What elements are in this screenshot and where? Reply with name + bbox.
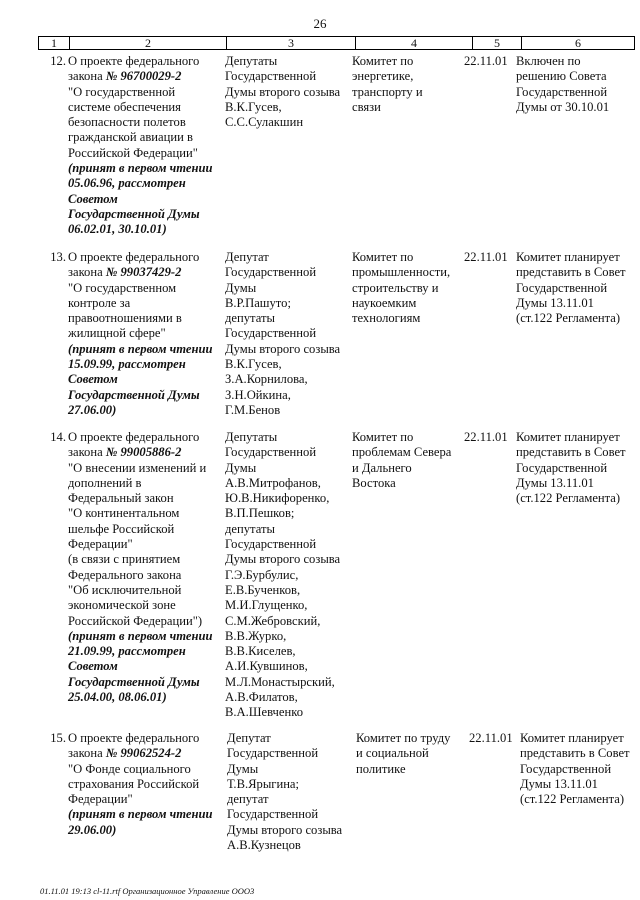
date-cell: 22.11.01 xyxy=(464,54,508,68)
committee-line: проблемам Севера xyxy=(352,445,452,460)
bill-name-line: "Об исключительной xyxy=(68,582,182,597)
author-line: Думы второго созыва xyxy=(225,341,341,356)
committee-line: технологиям xyxy=(352,311,421,326)
bill-status-line: 05.06.96, рассмотрен xyxy=(68,176,186,191)
author-line: Думы xyxy=(225,280,257,295)
bill-number: № 99062524-2 xyxy=(105,746,182,761)
note-line: Думы 13.11.01 xyxy=(520,776,598,791)
author-line: В.А.Шевченко xyxy=(225,705,303,720)
bill-status-line: 29.06.00) xyxy=(68,822,117,837)
bill-name-line: шельфе Российской xyxy=(68,521,175,536)
note-line: Комитет планирует xyxy=(520,731,624,745)
bill-status-line: Государственной Думы xyxy=(68,674,200,689)
note-line: Государственной xyxy=(516,280,608,295)
column-header-1: 1 xyxy=(39,37,70,50)
author-line: М.И.Глущенко, xyxy=(225,598,308,613)
bill-description xyxy=(68,250,248,418)
author-line: А.В.Филатов, xyxy=(225,690,298,705)
author-line: А.В.Митрофанов, xyxy=(225,475,321,490)
author-line: Ю.В.Никифоренко, xyxy=(225,491,330,506)
bill-authors xyxy=(225,54,365,130)
committee-line: транспорту и xyxy=(352,84,423,99)
responsible-committee xyxy=(352,430,470,491)
bill-number: № 99037429-2 xyxy=(105,265,182,280)
note-line: Включен по xyxy=(516,54,581,68)
bill-name-line: Федеральный закон xyxy=(68,491,174,506)
bill-title-text: закона xyxy=(68,265,106,280)
responsible-committee xyxy=(352,54,470,115)
column-header-row xyxy=(38,36,635,50)
row-number: 14. xyxy=(50,430,66,444)
author-line: Государственной xyxy=(225,537,317,552)
bill-status-line: Государственной Думы xyxy=(68,387,200,402)
note-cell xyxy=(516,250,638,326)
author-line: Думы xyxy=(227,761,259,776)
author-line: Думы второго созыва xyxy=(227,822,343,837)
bill-status-line: Советом xyxy=(68,659,118,674)
date-cell: 22.11.01 xyxy=(464,250,508,264)
author-line: А.В.Кузнецов xyxy=(227,838,301,853)
author-line: Государственной xyxy=(225,69,317,84)
committee-line: связи xyxy=(352,99,381,114)
author-line: С.М.Жебровский, xyxy=(225,613,321,628)
author-line: С.С.Сулакшин xyxy=(225,115,304,130)
bill-title-line xyxy=(68,445,248,460)
author-line: депутаты xyxy=(225,311,275,326)
row-number: 15. xyxy=(50,731,66,745)
bill-authors xyxy=(225,250,365,418)
note-line: Думы 13.11.01 xyxy=(516,475,594,490)
bill-title-text: закона xyxy=(68,746,106,761)
bill-description xyxy=(68,54,248,238)
author-line: Думы xyxy=(225,460,257,475)
bill-title-line: О проекте федерального xyxy=(68,430,200,444)
author-line: З.А.Корнилова, xyxy=(225,372,308,387)
author-line: В.П.Пешков; xyxy=(225,506,295,521)
author-line: депутаты xyxy=(225,521,275,536)
bill-title-line xyxy=(68,746,248,761)
author-line: В.В.Киселев, xyxy=(225,644,296,659)
bill-name-line: Федерации" xyxy=(68,537,133,552)
author-line: Депутат xyxy=(225,250,269,264)
bill-status-line: 27.06.00) xyxy=(68,402,117,417)
author-line: Думы второго созыва xyxy=(225,552,341,567)
bill-name-line: жилищной сфере" xyxy=(68,326,166,341)
bill-name-line: системе обеспечения xyxy=(68,99,181,114)
author-line: Е.В.Бученков, xyxy=(225,582,301,597)
column-header-4: 4 xyxy=(356,37,473,50)
author-line: Государственной xyxy=(227,807,319,822)
author-line: депутат xyxy=(227,792,269,807)
note-line: представить в Совет xyxy=(520,746,630,761)
bill-name-line: дополнений в xyxy=(68,475,142,490)
bill-name-line: страхования Российской xyxy=(68,776,200,791)
bill-name-line: Федерации" xyxy=(68,792,133,807)
bill-title-line xyxy=(68,265,248,280)
note-line: Думы от 30.10.01 xyxy=(516,99,610,114)
page-number: 26 xyxy=(313,16,327,31)
note-line: (ст.122 Регламента) xyxy=(516,311,621,326)
author-line: Г.М.Бенов xyxy=(225,402,281,417)
bill-name-line: "О государственной xyxy=(68,84,176,99)
bill-status-line: 21.09.99, рассмотрен xyxy=(68,644,186,659)
bill-name-line: экономической зоне xyxy=(68,598,176,613)
note-line: Государственной xyxy=(516,84,608,99)
note-line: Комитет планирует xyxy=(516,430,620,444)
author-line: Государственной xyxy=(227,746,319,761)
author-line: Думы второго созыва xyxy=(225,84,341,99)
bill-authors xyxy=(225,430,365,721)
bill-status-line: (принят в первом чтении xyxy=(68,161,213,176)
bill-title-line xyxy=(68,69,248,84)
bill-name-line: правоотношениями в xyxy=(68,311,182,326)
committee-line: Комитет по xyxy=(352,430,414,444)
author-line: Депутат xyxy=(227,731,271,745)
note-line: (ст.122 Регламента) xyxy=(516,491,621,506)
committee-line: политике xyxy=(356,761,406,776)
note-line: Государственной xyxy=(516,460,608,475)
date-cell: 22.11.01 xyxy=(469,731,513,745)
bill-name-line: Федерального закона xyxy=(68,567,182,582)
note-line: представить в Совет xyxy=(516,445,626,460)
committee-line: строительству и xyxy=(352,280,439,295)
author-line: А.И.Кувшинов, xyxy=(225,659,308,674)
bill-title-text: закона xyxy=(68,445,106,460)
bill-name-line: безопасности полетов xyxy=(68,115,186,130)
bill-status-line: 06.02.01, 30.10.01) xyxy=(68,222,167,237)
committee-line: Востока xyxy=(352,475,396,490)
bill-status-line: (принят в первом чтении xyxy=(68,341,213,356)
bill-name-line: "О континентальном xyxy=(68,506,180,521)
committee-line: Комитет по xyxy=(352,250,414,264)
committee-line: наукоемким xyxy=(352,295,417,310)
committee-line: и Дальнего xyxy=(352,460,412,475)
bill-status-line: Советом xyxy=(68,372,118,387)
bill-name-line: Российской Федерации") xyxy=(68,613,203,628)
committee-line: Комитет по xyxy=(352,54,414,68)
author-line: В.К.Гусев, xyxy=(225,99,282,114)
committee-line: энергетике, xyxy=(352,69,414,84)
bill-description xyxy=(68,731,248,838)
bill-status-line: (принят в первом чтении xyxy=(68,628,213,643)
bill-title-line: О проекте федерального xyxy=(68,54,200,68)
author-line: Депутаты xyxy=(225,54,278,68)
bill-status-line: 15.09.99, рассмотрен xyxy=(68,357,186,372)
bill-name-line: "О Фонде социального xyxy=(68,761,191,776)
note-line: Государственной xyxy=(520,761,612,776)
note-cell xyxy=(520,731,640,807)
date-cell: 22.11.01 xyxy=(464,430,508,444)
column-header-6: 6 xyxy=(522,37,635,50)
committee-line: Комитет по труду xyxy=(356,731,451,745)
note-line: представить в Совет xyxy=(516,265,626,280)
author-line: М.Л.Монастырский, xyxy=(225,674,335,689)
bill-status-line: 25.04.00, 08.06.01) xyxy=(68,690,167,705)
author-line: Г.Э.Бурбулис, xyxy=(225,567,299,582)
note-cell xyxy=(516,430,638,506)
note-cell xyxy=(516,54,638,115)
bill-authors xyxy=(227,731,367,853)
bill-name-line: Российской Федерации" xyxy=(68,145,198,160)
column-header-3: 3 xyxy=(227,37,356,50)
bill-title-line: О проекте федерального xyxy=(68,250,200,264)
bill-status-line: (принят в первом чтении xyxy=(68,807,213,822)
responsible-committee xyxy=(352,250,470,326)
committee-line: промышленности, xyxy=(352,265,451,280)
responsible-committee xyxy=(356,731,474,777)
author-line: Государственной xyxy=(225,265,317,280)
bill-title-line: О проекте федерального xyxy=(68,731,200,745)
author-line: В.Р.Пашуто; xyxy=(225,295,291,310)
bill-title-text: закона xyxy=(68,69,106,84)
author-line: Депутаты xyxy=(225,430,278,444)
note-line: Думы 13.11.01 xyxy=(516,295,594,310)
bill-name-line: контроле за xyxy=(68,295,131,310)
author-line: Т.В.Ярыгина; xyxy=(227,776,300,791)
author-line: З.Н.Ойкина, xyxy=(225,387,291,402)
bill-status-line: Советом xyxy=(68,191,118,206)
footer: 01.11.01 19:13 cl-11.rtf Организационное Управление ООО3 xyxy=(40,886,255,896)
note-line: Комитет планирует xyxy=(516,250,620,264)
bill-name-line: "О внесении изменений и xyxy=(68,460,207,475)
bill-status-line: Государственной Думы xyxy=(68,206,200,221)
column-header-2: 2 xyxy=(70,37,227,50)
author-line: В.В.Журко, xyxy=(225,628,287,643)
bill-description xyxy=(68,430,248,705)
bill-name-line: "О государственном xyxy=(68,280,177,295)
note-line: решению Совета xyxy=(516,69,607,84)
committee-line: и социальной xyxy=(356,746,429,761)
row-number: 13. xyxy=(50,250,66,264)
author-line: Государственной xyxy=(225,326,317,341)
column-header-5: 5 xyxy=(473,37,522,50)
note-line: (ст.122 Регламента) xyxy=(520,792,625,807)
bill-number: № 99005886-2 xyxy=(105,445,182,460)
row-number: 12. xyxy=(50,54,66,68)
bill-number: № 96700029-2 xyxy=(105,69,182,84)
author-line: В.К.Гусев, xyxy=(225,357,282,372)
author-line: Государственной xyxy=(225,445,317,460)
bill-name-line: (в связи с принятием xyxy=(68,552,181,567)
bill-name-line: гражданской авиации в xyxy=(68,130,193,145)
